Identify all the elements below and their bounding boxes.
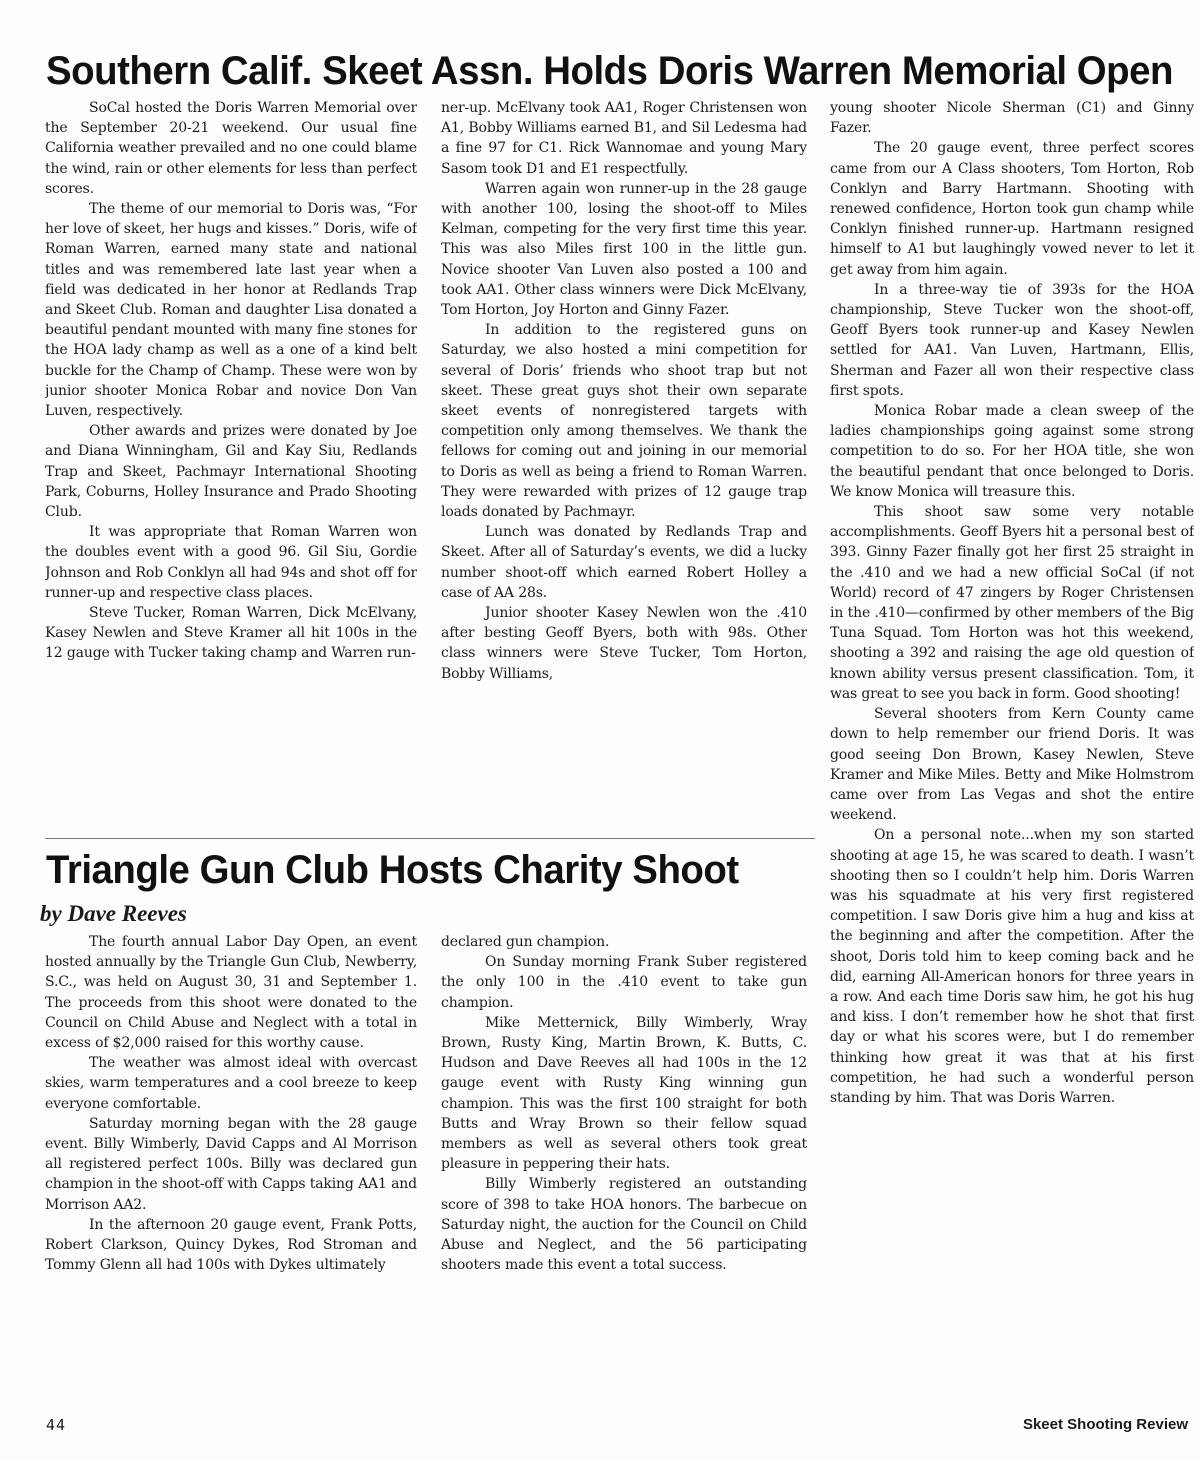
paragraph: It was appropriate that Roman Warren won the doubles event with a good 96. Gil Siu, Gordie Johnson and Rob Conklyn all had 94s and shot off for runner-up and respective class places. — [45, 524, 417, 601]
paragraph: SoCal hosted the Doris Warren Memorial over the September 20-21 weekend. Our usual fine California weather prevailed and no one could blame the wind, rain or other elements for less than perfect scores. — [45, 100, 417, 197]
article-divider — [45, 838, 815, 839]
paragraph: The weather was almost ideal with overcast skies, warm temperatures and a cool breeze to keep everyone comfortable. — [45, 1055, 417, 1112]
paragraph: In a three-way tie of 393s for the HOA championship, Steve Tucker won the shoot-off, Geoff Byers took runner-up and Kasey Newlen settled for AA1. Van Luven, Hartmann, Ellis, Sherman and Fazer all won their respective class first spots. — [830, 281, 1194, 399]
paragraph-continued: young shooter Nicole Sherman (C1) and Ginny Fazer. — [830, 100, 1194, 137]
paragraph: Steve Tucker, Roman Warren, Dick McElvany, Kasey Newlen and Steve Kramer all hit 100s in the 12 gauge with Tucker taking champ and Warren run- — [45, 605, 417, 662]
paragraph: Other awards and prizes were donated by Joe and Diana Winningham, Gil and Kay Siu, Redlands Trap and Skeet, Pachmayr International Shooting Park, Coburns, Holley Insurance and Prado Shooting Club. — [45, 423, 417, 521]
paragraph: Saturday morning began with the 28 gauge event. Billy Wimberly, David Capps and Al Morrison all registered perfect 100s. Billy was declared gun champion in the shoot-off with Capps taking AA1 and Morrison AA2. — [45, 1115, 417, 1213]
article2-headline: Triangle Gun Club Hosts Charity Shoot — [46, 848, 739, 892]
paragraph: This shoot saw some very notable accomplishments. Geoff Byers hit a personal best of 393. Ginny Fazer finally got her first 25 straight in the .410 and we had a new official SoCal (if not World) record of 47 zingers by Roger Christensen in the .410—confirmed by other members of the Big Tuna Squad. Tom Horton was hot this weekend, shooting a 392 and raising the age old question of known ability versus present classification. Tom, it was great to see you back in form. Good shooting! — [830, 504, 1194, 702]
paragraph: Junior shooter Kasey Newlen won the .410 after besting Geoff Byers, both with 98s. Other class winners were Steve Tucker, Tom Horton, Bobby Williams, — [441, 605, 807, 682]
paragraph-continued: ner-up. McElvany took AA1, Roger Christensen won A1, Bobby Williams earned B1, and Sil Ledesma had a fine 97 for C1. Rick Wannomae and young Mary Sasom took D1 and E1 respectfully. — [441, 100, 807, 177]
article1-column-1 — [45, 98, 417, 830]
paragraph: The 20 gauge event, three perfect scores came from our A Class shooters, Tom Horton, Rob Conklyn and Barry Hartmann. Shooting with renewed confidence, Horton took gun champ while Conklyn finished runner-up. Hartmann resigned himself to A1 but laughingly vowed never to let it get away from him again. — [830, 140, 1194, 278]
paragraph: Monica Robar made a clean sweep of the ladies championships going against some strong competition to do so. For her HOA title, she won the beautiful pendant that once belonged to Doris. We know Monica will treasure this. — [830, 403, 1194, 500]
paragraph-continued: declared gun champion. — [441, 934, 610, 950]
article2-column-1 — [45, 932, 417, 1392]
paragraph: Mike Metternick, Billy Wimberly, Wray Brown, Rusty King, Martin Brown, K. Butts, C. Hudson and Dave Reeves all had 100s in the 12 gauge event with Rusty King winning gun champion. This was the first 100 straight for both Butts and Wray Brown so their fellow squad members as well as several others took great pleasure in peppering their hats. — [441, 1014, 807, 1173]
paragraph: Billy Wimberly registered an outstanding score of 398 to take HOA honors. The barbecue on Saturday night, the auction for the Council on Child Abuse and Neglect, and the 56 participating shooters made this event a total success. — [441, 1176, 807, 1274]
paragraph: Warren again won runner-up in the 28 gauge with another 100, losing the shoot-off to Miles Kelman, competing for the very first time this year. This was also Miles first 100 in the little gun. Novice shooter Van Luven also posted a 100 and took AA1. Other class winners were Dick McElvany, Tom Horton, Joy Horton and Ginny Fazer. — [441, 180, 807, 319]
article1-headline: Southern Calif. Skeet Assn. Holds Doris Warren Memorial Open — [46, 49, 1173, 93]
article1-column-3 — [830, 98, 1194, 1386]
paragraph: On a personal note...when my son started shooting at age 15, he was scared to death. I wasn’t shooting then so I couldn’t help him. Doris Warren was his squadmate at his very first registered competition. I saw Doris give him a hug and kiss at the beginning and after the competition. After the shoot, Doris told him to keep coming back and he did, earning All-American honors for three years in a row. And each time Doris saw him, he got his hug and kiss. I don’t remember how he shot that first day or what his scores were, but I do remember thinking how great it was that at his first competition, he had such a wonderful person standing by him. That was Doris Warren. — [830, 827, 1194, 1106]
paragraph: In the afternoon 20 gauge event, Frank Potts, Robert Clarkson, Quincy Dykes, Rod Stroman and Tommy Glenn all had 100s with Dykes ultimately — [45, 1216, 417, 1274]
article2-byline: by Dave Reeves — [40, 901, 187, 926]
page-number: 44 — [46, 1416, 67, 1434]
paragraph: The fourth annual Labor Day Open, an event hosted annually by the Triangle Gun Club, Newberry, S.C., was held on August 30, 31 and September 1. The proceeds from this shoot were donated to the Council on Child Abuse and Neglect with a total in excess of $2,000 raised for this worthy cause. — [45, 934, 417, 1052]
paragraph: Lunch was donated by Redlands Trap and Skeet. After all of Saturday’s events, we did a lucky number shoot-off which earned Robert Holley a case of AA 28s. — [441, 524, 807, 601]
paragraph: On Sunday morning Frank Suber registered the only 100 in the .410 event to take gun champion. — [441, 954, 807, 1011]
paragraph: Several shooters from Kern County came down to help remember our friend Doris. It was good seeing Don Brown, Kasey Newlen, Steve Kramer and Mike Miles. Betty and Mike Holmstrom came over from Las Vegas and shot the entire weekend. — [830, 706, 1194, 824]
paragraph: The theme of our memorial to Doris was, “For her love of skeet, her hugs and kisses.” Doris, wife of Roman Warren, earned many state and national titles and was remembered late last year when a field was dedicated in her honor at Redlands Trap and Skeet Club. Roman and daughter Lisa donated a beautiful pendant mounted with many fine stones for the HOA lady champ as well as a one of a kind belt buckle for the Champ of Champ. These were won by junior shooter Monica Robar and novice Don Van Luven, respectively. — [45, 201, 417, 420]
article1-column-2 — [441, 98, 807, 830]
paragraph: In addition to the registered guns on Saturday, we also hosted a mini competition for several of Doris’ friends who shoot trap but not skeet. These great guys shot their own separate skeet events of nonregistered targets with competition only among themselves. We thank the fellows for coming out and joining in our memorial to Doris as well as being a friend to Roman Warren. They were rewarded with prizes of 12 gauge trap loads donated by Pachmayr. — [441, 322, 807, 521]
article2-column-2 — [441, 932, 807, 1392]
publication-name: Skeet Shooting Review — [1022, 1416, 1188, 1433]
